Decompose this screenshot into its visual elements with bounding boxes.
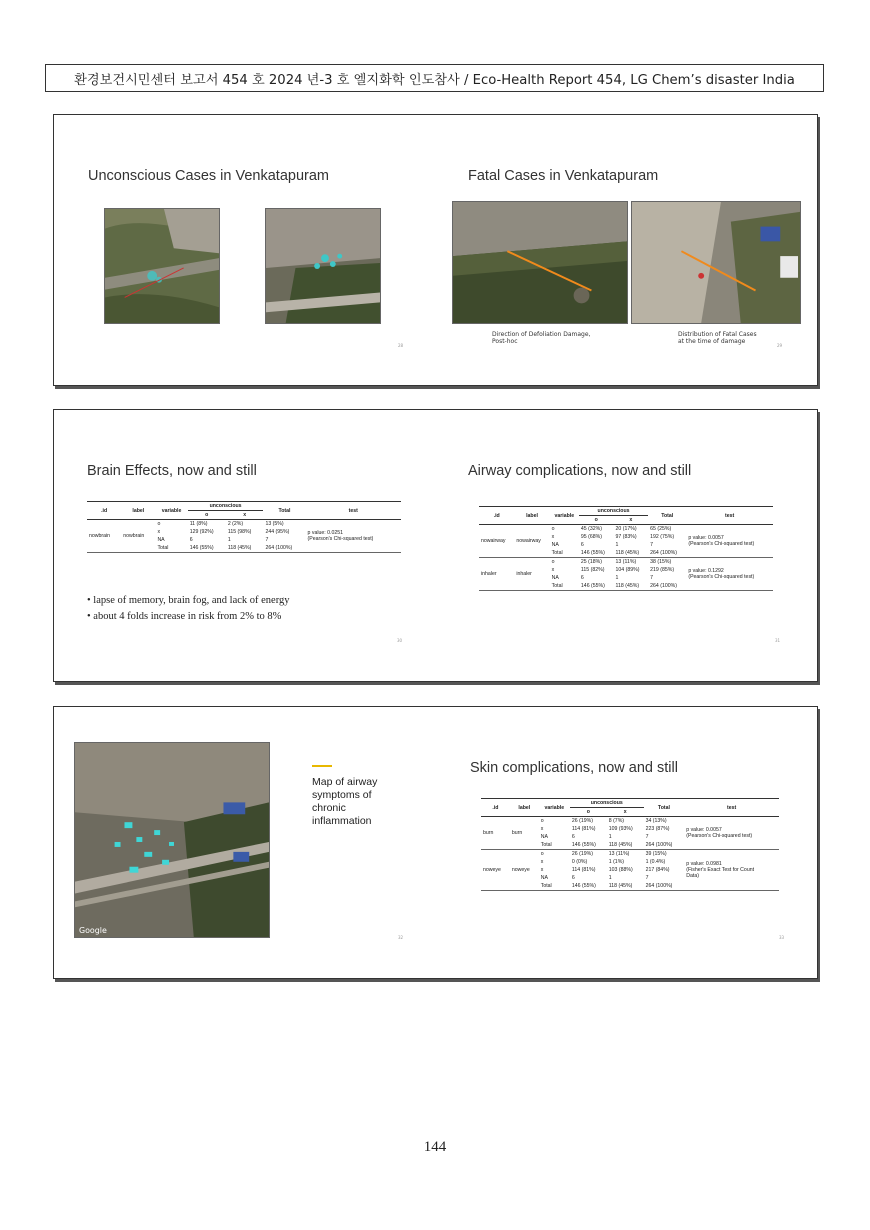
- cell-o: 0 (0%): [571, 859, 588, 865]
- cell-o: 146 (55%): [570, 882, 607, 891]
- col-header-total: Total: [263, 502, 305, 520]
- cell-total: 244 (95%): [265, 529, 290, 535]
- cell-o: 95 (68%): [580, 534, 602, 540]
- row-label: burn: [510, 817, 539, 850]
- cell-total: 264 (100%): [263, 544, 305, 553]
- row-variable: Total: [539, 882, 570, 891]
- cell-o: 146 (55%): [570, 841, 607, 850]
- cell-total: 38 (15%): [650, 559, 672, 565]
- col-header-group: unconscious: [579, 507, 648, 516]
- row-variable: NA: [157, 537, 165, 543]
- cell-total: 1 (0.4%): [645, 859, 666, 865]
- map-caption: Distribution of Fatal Cases at the time of damage: [678, 331, 757, 345]
- page-number: 144: [423, 1139, 447, 1155]
- cell-o: 6: [571, 834, 575, 840]
- cell-total: 7: [265, 537, 269, 543]
- cell-total: 192 (75%): [650, 534, 675, 540]
- slide-number: 31: [775, 638, 781, 643]
- row-variable: Total: [550, 549, 579, 558]
- slide-32: [54, 707, 434, 978]
- row-variable: Total: [539, 841, 570, 850]
- cell-total: 7: [650, 575, 654, 581]
- col-header-variable: variable: [539, 799, 570, 817]
- bullet-item: • lapse of memory, brain fog, and lack of energy: [87, 595, 290, 606]
- cell-x: 1 (1%): [608, 859, 625, 865]
- row-id: nowbrain: [87, 520, 121, 553]
- row-variable: NA: [540, 834, 548, 840]
- col-header-group: unconscious: [570, 799, 644, 808]
- cell-o: 146 (55%): [579, 549, 614, 558]
- row-test: p value: 0.0251 (Pearson's Chi-squared test): [306, 520, 401, 553]
- slide-row-2: [53, 409, 818, 682]
- row-variable: x: [551, 534, 555, 540]
- cell-total: 219 (85%): [650, 567, 675, 573]
- cell-x: 2 (2%): [227, 521, 244, 527]
- cell-total: 223 (87%): [645, 826, 670, 832]
- col-header-label: label: [121, 502, 155, 520]
- col-header-id: .id: [481, 799, 510, 817]
- cell-o: 6: [571, 875, 575, 881]
- row-variable: o: [540, 851, 544, 857]
- satellite-map-image: [452, 201, 628, 324]
- slide-number: 28: [398, 343, 404, 348]
- cell-total: 7: [645, 834, 649, 840]
- row-variable: o: [551, 526, 555, 532]
- bullet-item: • about 4 folds increase in risk from 2% to 8%: [87, 611, 282, 622]
- slide-29: [436, 115, 816, 385]
- slide-title: Skin complications, now and still: [470, 760, 678, 776]
- table-row: [481, 850, 779, 859]
- slide-title: Unconscious Cases in Venkatapuram: [88, 168, 329, 184]
- col-header-x: x: [607, 808, 644, 817]
- table-row: [479, 558, 773, 567]
- col-header-label: label: [514, 507, 549, 525]
- google-watermark: Google: [78, 926, 107, 936]
- map-description: Map of airway symptoms of chronic inflammation: [312, 776, 378, 827]
- row-variable: NA: [551, 575, 559, 581]
- slide-28: [54, 115, 434, 385]
- brain-effects-table: [87, 501, 401, 553]
- row-variable: NA: [551, 542, 559, 548]
- cell-o: 45 (32%): [580, 526, 602, 532]
- row-test: p value: 0.1292 (Pearson's Chi-squared test): [686, 558, 773, 591]
- cell-o: 26 (19%): [571, 818, 593, 824]
- row-variable: x: [551, 567, 555, 573]
- satellite-map-image: [631, 201, 801, 324]
- report-header: [45, 64, 824, 92]
- slide-row-3: [53, 706, 818, 979]
- row-label: noweye: [510, 850, 539, 891]
- slide-30: [54, 410, 434, 681]
- cell-x: 13 (11%): [608, 851, 630, 857]
- satellite-map-image: [265, 208, 381, 324]
- cell-total: 264 (100%): [648, 582, 686, 591]
- col-header-total: Total: [644, 799, 685, 817]
- row-variable: x: [157, 529, 161, 535]
- cell-x: 1: [608, 834, 612, 840]
- row-variable: x: [540, 867, 544, 873]
- cell-x: 118 (45%): [614, 549, 649, 558]
- satellite-map-image: [104, 208, 220, 324]
- cell-total: 39 (15%): [645, 851, 667, 857]
- col-header-o: o: [188, 511, 226, 520]
- accent-line: [312, 765, 332, 767]
- slide-title: Fatal Cases in Venkatapuram: [468, 168, 659, 184]
- cell-total: 264 (100%): [644, 841, 685, 850]
- col-header-id: .id: [479, 507, 514, 525]
- row-label: nowairway: [514, 525, 549, 558]
- row-test: p value: 0.0057 (Pearson's Chi-squared test): [686, 525, 773, 558]
- cell-x: 104 (89%): [615, 567, 640, 573]
- row-variable: Total: [155, 544, 187, 553]
- row-test: p value: 0.0057 (Pearson's Chi-squared test): [684, 817, 779, 850]
- slide-number: 30: [397, 638, 403, 643]
- cell-x: 118 (45%): [607, 841, 644, 850]
- cell-o: 129 (92%): [189, 529, 214, 535]
- row-variable: o: [551, 559, 555, 565]
- table-row: [481, 817, 779, 826]
- cell-total: 65 (25%): [650, 526, 672, 532]
- row-variable: o: [540, 818, 544, 824]
- cell-x: 1: [615, 575, 619, 581]
- cell-x: 8 (7%): [608, 818, 625, 824]
- col-header-total: Total: [648, 507, 686, 525]
- slide-33: [436, 707, 816, 978]
- slide-title: Airway complications, now and still: [468, 463, 692, 479]
- cell-x: 118 (45%): [607, 882, 644, 891]
- cell-total: 34 (13%): [645, 818, 667, 824]
- slide-number: 32: [398, 935, 404, 940]
- cell-x: 13 (11%): [615, 559, 637, 565]
- row-id: inhaler: [479, 558, 514, 591]
- cell-o: 6: [189, 537, 193, 543]
- col-header-o: o: [570, 808, 607, 817]
- cell-o: 26 (19%): [571, 851, 593, 857]
- cell-o: 114 (81%): [571, 867, 596, 873]
- cell-o: 25 (18%): [580, 559, 602, 565]
- col-header-label: label: [510, 799, 539, 817]
- col-header-test: test: [684, 799, 779, 817]
- row-variable: x: [540, 826, 544, 832]
- slide-number: 29: [777, 343, 783, 348]
- cell-total: 13 (5%): [265, 521, 284, 527]
- cell-x: 1: [615, 542, 619, 548]
- report-header-text: 환경보건시민센터 보고서 454 호 2024 년-3 호 엘지화학 인도참사 / Eco-Health Report 454, LG Chem’s disaster India: [74, 72, 795, 88]
- slide-title: Brain Effects, now and still: [87, 463, 257, 479]
- bullet-list: [87, 593, 290, 625]
- cell-o: 114 (81%): [571, 826, 596, 832]
- map-caption: Direction of Defoliation Damage, Post-hoc: [492, 331, 591, 345]
- cell-x: 20 (17%): [615, 526, 637, 532]
- cell-x: 115 (98%): [227, 529, 252, 535]
- col-header-o: o: [579, 516, 614, 525]
- col-header-x: x: [226, 511, 264, 520]
- cell-total: 264 (100%): [644, 882, 685, 891]
- col-header-group: unconscious: [188, 502, 264, 511]
- cell-x: 109 (93%): [608, 826, 633, 832]
- col-header-id: .id: [87, 502, 121, 520]
- col-header-test: test: [306, 502, 401, 520]
- cell-x: 97 (83%): [615, 534, 637, 540]
- col-header-variable: variable: [155, 502, 187, 520]
- cell-x: 1: [608, 875, 612, 881]
- slide-row-1: [53, 114, 818, 386]
- row-id: burn: [481, 817, 510, 850]
- cell-x: 1: [227, 537, 231, 543]
- cell-x: 118 (45%): [226, 544, 264, 553]
- row-variable: NA: [540, 875, 548, 881]
- cell-total: 217 (84%): [645, 867, 670, 873]
- airway-complications-table: [479, 506, 773, 591]
- row-variable: x: [540, 859, 544, 865]
- col-header-variable: variable: [550, 507, 579, 525]
- table-row: [479, 525, 773, 534]
- slide-number: 33: [779, 935, 785, 940]
- row-id: nowairway: [479, 525, 514, 558]
- satellite-map-image: [74, 742, 270, 938]
- cell-o: 6: [580, 575, 584, 581]
- row-id: noweye: [481, 850, 510, 891]
- row-label: nowbrain: [121, 520, 155, 553]
- cell-total: 7: [650, 542, 654, 548]
- table-row: [87, 520, 401, 529]
- cell-o: 146 (55%): [188, 544, 226, 553]
- cell-o: 115 (82%): [580, 567, 605, 573]
- row-label: inhaler: [514, 558, 549, 591]
- cell-x: 118 (45%): [614, 582, 649, 591]
- cell-x: 103 (88%): [608, 867, 633, 873]
- cell-o: 146 (55%): [579, 582, 614, 591]
- slide-31: [436, 410, 816, 681]
- cell-total: 264 (100%): [648, 549, 686, 558]
- cell-o: 11 (8%): [189, 521, 208, 527]
- row-test: p value: 0.0981 (Fisher's Exact Test for Count Data): [684, 850, 779, 891]
- row-variable: Total: [550, 582, 579, 591]
- skin-complications-table: [481, 798, 779, 891]
- cell-o: 6: [580, 542, 584, 548]
- col-header-test: test: [686, 507, 773, 525]
- col-header-x: x: [614, 516, 649, 525]
- row-variable: o: [157, 521, 161, 527]
- cell-total: 7: [645, 875, 649, 881]
